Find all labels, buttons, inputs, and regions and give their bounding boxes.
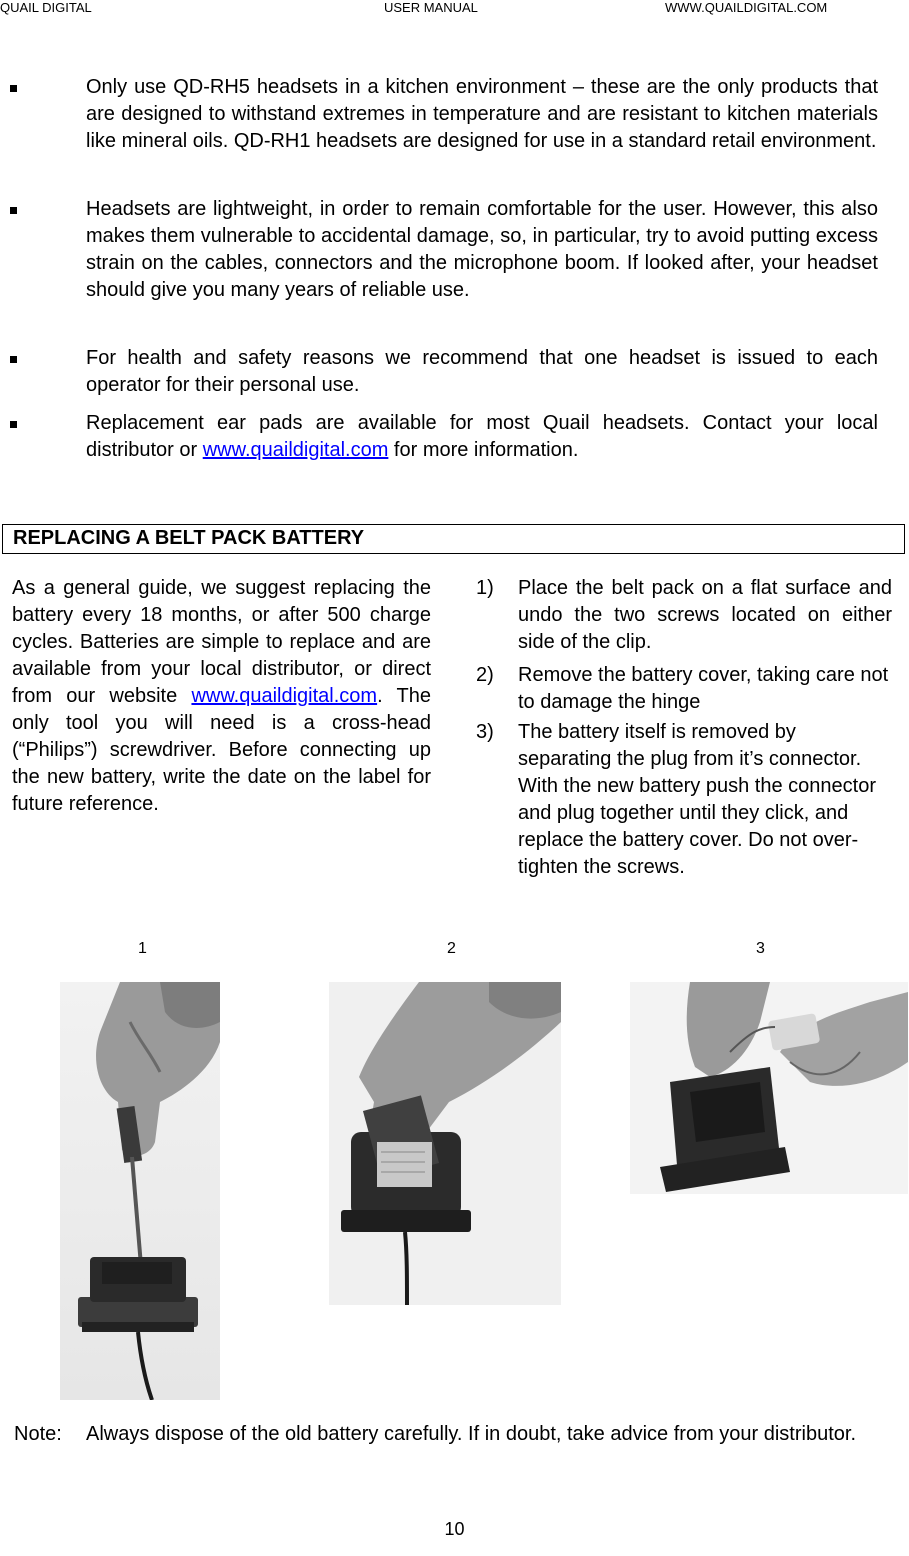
photo-undo-screws	[60, 982, 220, 1400]
bullet-text-pre: Replacement ear pads are available for most Quail headsets. Contact your local distributor or	[86, 412, 878, 461]
step-number: 3)	[476, 721, 494, 743]
bullet-marker	[10, 421, 17, 428]
bullet-item	[86, 345, 878, 399]
intro-paragraph	[12, 575, 431, 818]
bullet-text: Headsets are lightweight, in order to remain comfortable for the user. However, this also makes them vulnerable to accidental damage, so, in particular, try to avoid putting excess strain on the cables, connectors and the microphone boom. If looked after, your headset should give you many years of reliable use.	[86, 198, 878, 301]
bullet-text-post: for more information.	[388, 439, 579, 461]
note-label: Note:	[14, 1423, 62, 1445]
bullet-marker	[10, 85, 17, 92]
step-text: Remove the battery cover, taking care not to damage the hinge	[518, 664, 889, 713]
page-header	[0, 0, 909, 20]
step-text: The battery itself is removed by separating the plug from it’s connector. With the new battery push the connector and plug together until they click, and replace the battery cover. Do not over-tighten the screws.	[518, 721, 876, 878]
header-title: USER MANUAL	[384, 0, 478, 15]
page-number: 10	[444, 1519, 465, 1539]
bullet-item	[86, 410, 878, 464]
intro-text-post: . The only tool you will need is a cross-head (“Philips”) screwdriver. Before connecting up the new battery, write the date on the label for future reference.	[12, 685, 431, 815]
step-number: 2)	[476, 664, 494, 686]
photo-replace-battery	[630, 982, 908, 1194]
section-heading-box	[2, 524, 905, 554]
header-website: WWW.QUAILDIGITAL.COM	[665, 0, 828, 15]
bullet-item	[86, 74, 878, 155]
figure-number: 3	[756, 940, 765, 957]
bullet-text: Only use QD-RH5 headsets in a kitchen environment – these are the only products that are designed to withstand extremes in temperature and are resistant to kitchen materials like mineral oils. QD-RH1 headsets are designed for use in a standard retail environment.	[86, 76, 878, 152]
bullet-text: For health and safety reasons we recommend that one headset is issued to each operator for their personal use.	[86, 347, 878, 396]
website-link[interactable]: www.quaildigital.com	[191, 685, 378, 707]
photo-remove-cover	[329, 982, 561, 1305]
bullet-marker	[10, 207, 17, 214]
figure-number: 2	[447, 940, 456, 957]
step-text: Place the belt pack on a flat surface and undo the two screws located on either side of the clip.	[518, 577, 892, 653]
section-title: REPLACING A BELT PACK BATTERY	[13, 527, 365, 549]
intro-text-pre: As a general guide, we suggest replacing the battery every 18 months, or after 500 charge cycles. Batteries are simple to replace and are available from your local distributor, or direct from our website	[12, 577, 431, 707]
header-company: QUAIL DIGITAL	[0, 0, 92, 15]
bullet-marker	[10, 356, 17, 363]
website-link[interactable]: www.quaildigital.com	[202, 439, 389, 461]
figure-number: 1	[138, 940, 147, 957]
note-text: Always dispose of the old battery carefully. If in doubt, take advice from your distributor.	[86, 1423, 857, 1445]
step-number: 1)	[476, 577, 494, 599]
bullet-item	[86, 196, 878, 304]
